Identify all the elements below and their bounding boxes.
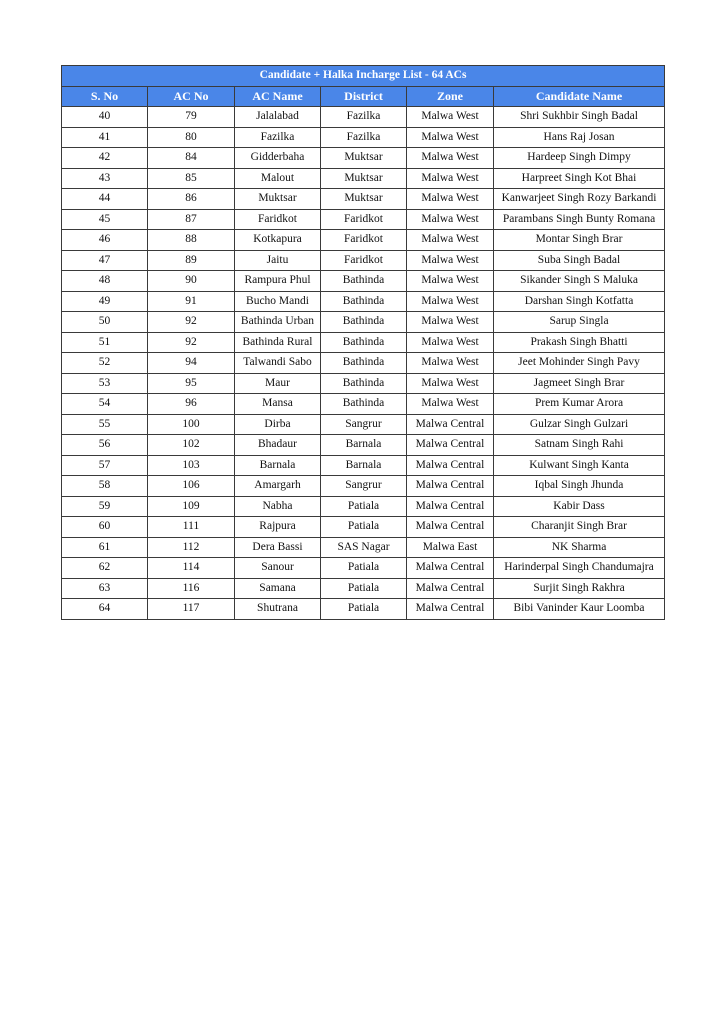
candidate-name-cell: Sikander Singh S Maluka [494,271,665,292]
ac-no-cell: 91 [148,291,235,312]
candidate-name-cell: NK Sharma [494,537,665,558]
district-cell: Faridkot [321,230,407,251]
table-body [62,107,665,620]
ac-no-cell: 92 [148,312,235,333]
district-cell: Bathinda [321,353,407,374]
s-no-cell: 41 [62,127,148,148]
ac-no-cell: 114 [148,558,235,579]
table-row [62,537,665,558]
ac-no-cell: 80 [148,127,235,148]
district-cell: SAS Nagar [321,537,407,558]
zone-cell: Malwa West [407,230,494,251]
table-row [62,455,665,476]
ac-name-cell: Shutrana [235,599,321,620]
candidate-name-cell: Darshan Singh Kotfatta [494,291,665,312]
candidate-name-cell: Prem Kumar Arora [494,394,665,415]
ac-no-cell: 100 [148,414,235,435]
candidate-name-cell: Montar Singh Brar [494,230,665,251]
ac-name-cell: Bucho Mandi [235,291,321,312]
candidate-name-cell: Iqbal Singh Jhunda [494,476,665,497]
ac-no-cell: 102 [148,435,235,456]
district-cell: Bathinda [321,394,407,415]
ac-no-cell: 79 [148,107,235,128]
column-header-ac-no: AC No [148,86,235,107]
table-row [62,517,665,538]
ac-no-cell: 106 [148,476,235,497]
s-no-cell: 62 [62,558,148,579]
zone-cell: Malwa West [407,373,494,394]
district-cell: Sangrur [321,414,407,435]
s-no-cell: 54 [62,394,148,415]
candidate-name-cell: Harpreet Singh Kot Bhai [494,168,665,189]
candidate-name-cell: Parambans Singh Bunty Romana [494,209,665,230]
ac-name-cell: Amargarh [235,476,321,497]
table-title-row [62,66,665,87]
candidate-name-cell: Harinderpal Singh Chandumajra [494,558,665,579]
table-row [62,271,665,292]
ac-no-cell: 94 [148,353,235,374]
table-row [62,168,665,189]
s-no-cell: 45 [62,209,148,230]
column-header-candidate-name: Candidate Name [494,86,665,107]
zone-cell: Malwa Central [407,558,494,579]
table-row [62,558,665,579]
s-no-cell: 42 [62,148,148,169]
ac-name-cell: Fazilka [235,127,321,148]
candidate-name-cell: Satnam Singh Rahi [494,435,665,456]
district-cell: Fazilka [321,127,407,148]
candidate-name-cell: Charanjit Singh Brar [494,517,665,538]
s-no-cell: 49 [62,291,148,312]
s-no-cell: 51 [62,332,148,353]
table-row [62,107,665,128]
ac-no-cell: 90 [148,271,235,292]
zone-cell: Malwa West [407,291,494,312]
column-header-district: District [321,86,407,107]
zone-cell: Malwa Central [407,599,494,620]
candidate-name-cell: Sarup Singla [494,312,665,333]
table-row [62,209,665,230]
zone-cell: Malwa West [407,250,494,271]
s-no-cell: 44 [62,189,148,210]
table-row [62,332,665,353]
ac-name-cell: Rajpura [235,517,321,538]
s-no-cell: 58 [62,476,148,497]
ac-no-cell: 96 [148,394,235,415]
ac-name-cell: Gidderbaha [235,148,321,169]
table-row [62,312,665,333]
s-no-cell: 61 [62,537,148,558]
district-cell: Patiala [321,578,407,599]
candidate-name-cell: Kanwarjeet Singh Rozy Barkandi [494,189,665,210]
zone-cell: Malwa West [407,189,494,210]
district-cell: Muktsar [321,168,407,189]
table-row [62,496,665,517]
table-row [62,414,665,435]
candidate-name-cell: Gulzar Singh Gulzari [494,414,665,435]
candidate-name-cell: Shri Sukhbir Singh Badal [494,107,665,128]
s-no-cell: 48 [62,271,148,292]
zone-cell: Malwa West [407,394,494,415]
zone-cell: Malwa Central [407,496,494,517]
ac-name-cell: Bhadaur [235,435,321,456]
zone-cell: Malwa East [407,537,494,558]
district-cell: Bathinda [321,332,407,353]
column-header-zone: Zone [407,86,494,107]
ac-name-cell: Dirba [235,414,321,435]
ac-name-cell: Bathinda Rural [235,332,321,353]
ac-name-cell: Maur [235,373,321,394]
ac-name-cell: Dera Bassi [235,537,321,558]
ac-name-cell: Bathinda Urban [235,312,321,333]
s-no-cell: 56 [62,435,148,456]
candidate-name-cell: Jeet Mohinder Singh Pavy [494,353,665,374]
district-cell: Muktsar [321,189,407,210]
ac-name-cell: Muktsar [235,189,321,210]
zone-cell: Malwa West [407,107,494,128]
ac-no-cell: 86 [148,189,235,210]
candidate-name-cell: Surjit Singh Rakhra [494,578,665,599]
ac-no-cell: 116 [148,578,235,599]
table-row [62,230,665,251]
district-cell: Faridkot [321,209,407,230]
table-row [62,578,665,599]
district-cell: Patiala [321,599,407,620]
s-no-cell: 53 [62,373,148,394]
zone-cell: Malwa West [407,168,494,189]
zone-cell: Malwa Central [407,455,494,476]
ac-no-cell: 92 [148,332,235,353]
zone-cell: Malwa West [407,332,494,353]
district-cell: Faridkot [321,250,407,271]
s-no-cell: 52 [62,353,148,374]
zone-cell: Malwa West [407,209,494,230]
s-no-cell: 47 [62,250,148,271]
district-cell: Sangrur [321,476,407,497]
zone-cell: Malwa Central [407,435,494,456]
ac-name-cell: Jalalabad [235,107,321,128]
table-row [62,394,665,415]
district-cell: Fazilka [321,107,407,128]
zone-cell: Malwa Central [407,414,494,435]
s-no-cell: 63 [62,578,148,599]
zone-cell: Malwa Central [407,578,494,599]
zone-cell: Malwa West [407,353,494,374]
ac-no-cell: 85 [148,168,235,189]
district-cell: Bathinda [321,291,407,312]
table-header-row [62,86,665,107]
table-row [62,148,665,169]
district-cell: Barnala [321,435,407,456]
candidate-name-cell: Jagmeet Singh Brar [494,373,665,394]
table-row [62,435,665,456]
ac-name-cell: Faridkot [235,209,321,230]
district-cell: Muktsar [321,148,407,169]
ac-no-cell: 111 [148,517,235,538]
column-header-ac-name: AC Name [235,86,321,107]
ac-no-cell: 103 [148,455,235,476]
zone-cell: Malwa Central [407,476,494,497]
ac-no-cell: 109 [148,496,235,517]
candidate-name-cell: Suba Singh Badal [494,250,665,271]
ac-name-cell: Mansa [235,394,321,415]
table-row [62,599,665,620]
ac-name-cell: Malout [235,168,321,189]
zone-cell: Malwa Central [407,517,494,538]
table-title: Candidate + Halka Incharge List - 64 ACs [62,66,665,87]
ac-name-cell: Jaitu [235,250,321,271]
ac-no-cell: 89 [148,250,235,271]
table-row [62,291,665,312]
table-row [62,250,665,271]
s-no-cell: 40 [62,107,148,128]
ac-name-cell: Talwandi Sabo [235,353,321,374]
ac-name-cell: Samana [235,578,321,599]
s-no-cell: 55 [62,414,148,435]
s-no-cell: 43 [62,168,148,189]
candidate-list-table [61,65,665,620]
district-cell: Patiala [321,558,407,579]
table-row [62,476,665,497]
zone-cell: Malwa West [407,271,494,292]
candidate-name-cell: Bibi Vaninder Kaur Loomba [494,599,665,620]
candidate-name-cell: Hans Raj Josan [494,127,665,148]
ac-no-cell: 88 [148,230,235,251]
district-cell: Bathinda [321,373,407,394]
table-row [62,373,665,394]
district-cell: Bathinda [321,312,407,333]
zone-cell: Malwa West [407,127,494,148]
ac-no-cell: 87 [148,209,235,230]
s-no-cell: 59 [62,496,148,517]
ac-name-cell: Sanour [235,558,321,579]
s-no-cell: 46 [62,230,148,251]
zone-cell: Malwa West [407,148,494,169]
column-header-s-no: S. No [62,86,148,107]
district-cell: Barnala [321,455,407,476]
s-no-cell: 50 [62,312,148,333]
candidate-name-cell: Kabir Dass [494,496,665,517]
district-cell: Bathinda [321,271,407,292]
ac-no-cell: 95 [148,373,235,394]
ac-name-cell: Barnala [235,455,321,476]
s-no-cell: 64 [62,599,148,620]
candidate-name-cell: Prakash Singh Bhatti [494,332,665,353]
s-no-cell: 57 [62,455,148,476]
s-no-cell: 60 [62,517,148,538]
district-cell: Patiala [321,517,407,538]
district-cell: Patiala [321,496,407,517]
ac-no-cell: 112 [148,537,235,558]
table-row [62,189,665,210]
ac-no-cell: 84 [148,148,235,169]
table-row [62,353,665,374]
ac-no-cell: 117 [148,599,235,620]
candidate-name-cell: Hardeep Singh Dimpy [494,148,665,169]
ac-name-cell: Kotkapura [235,230,321,251]
candidate-name-cell: Kulwant Singh Kanta [494,455,665,476]
table-row [62,127,665,148]
zone-cell: Malwa West [407,312,494,333]
ac-name-cell: Rampura Phul [235,271,321,292]
ac-name-cell: Nabha [235,496,321,517]
